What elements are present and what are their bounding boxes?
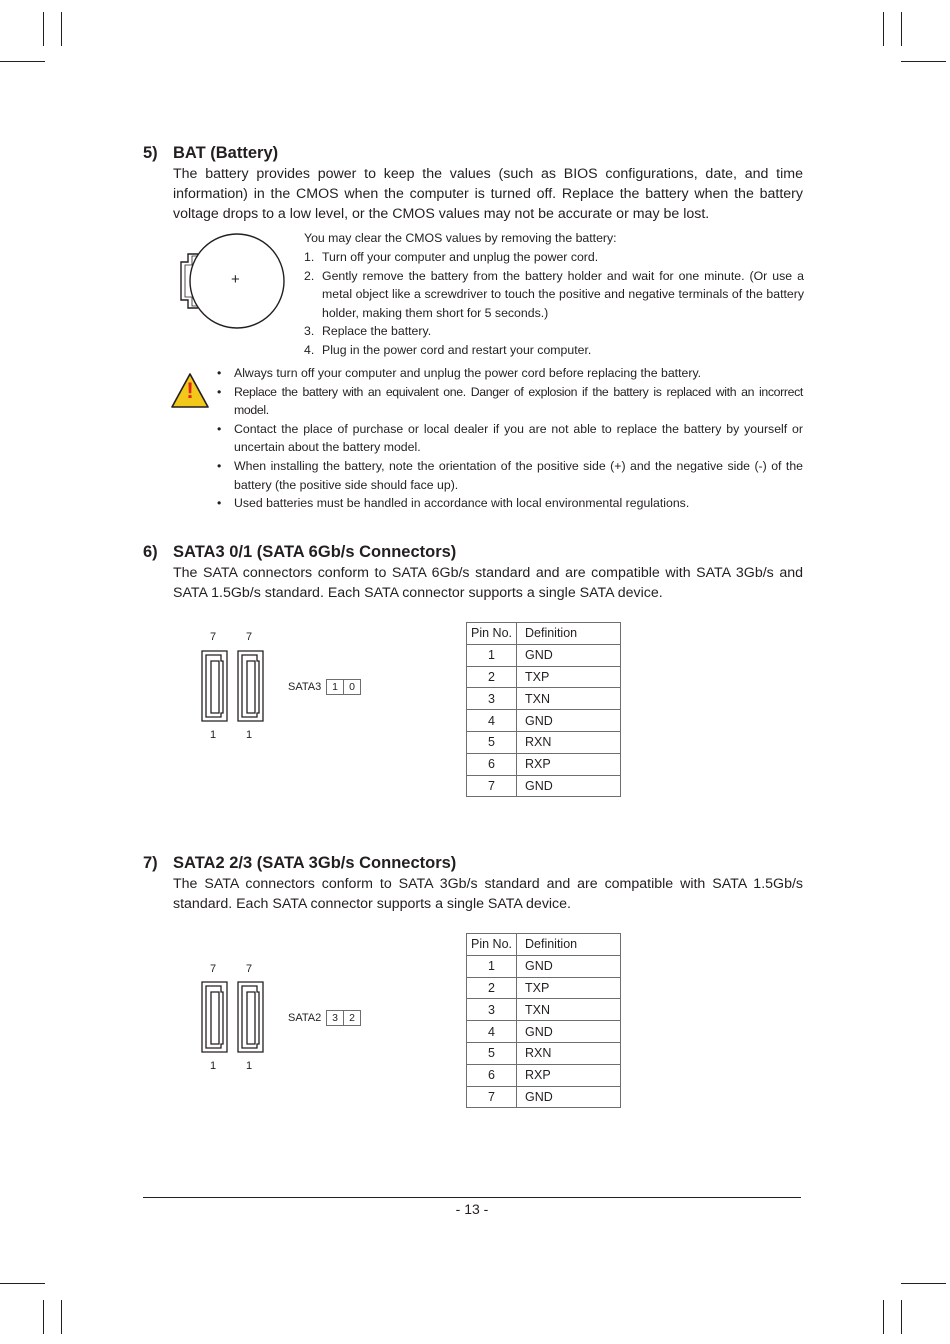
table-row: 3 TXN bbox=[467, 688, 621, 710]
column-header: Pin No. bbox=[467, 623, 517, 645]
pin-label: 1 bbox=[210, 729, 217, 741]
footer-rule bbox=[143, 1197, 801, 1198]
section-number: 5) bbox=[143, 144, 158, 162]
port-number: 1 bbox=[327, 680, 344, 695]
warning-exclamation: ! bbox=[186, 378, 194, 403]
table-row: 4 GND bbox=[467, 710, 621, 732]
section-number: 6) bbox=[143, 543, 158, 561]
table-row: 5 RXN bbox=[467, 1042, 621, 1064]
sata-connector-illustration bbox=[200, 978, 270, 1054]
list-item: • Contact the place of purchase or local dealer if you are not able to replace the battery by yourself or uncertain about the battery model. bbox=[215, 420, 803, 457]
pin-label: 7 bbox=[246, 631, 253, 643]
pin-label: 1 bbox=[246, 1060, 253, 1072]
table-header-row bbox=[467, 934, 621, 956]
table-row: 6 RXP bbox=[467, 1064, 621, 1086]
port-number: 3 bbox=[327, 1011, 344, 1026]
table-row: 6 RXP bbox=[467, 753, 621, 775]
table-row: 7 GND bbox=[467, 775, 621, 797]
table-row: 4 GND bbox=[467, 1021, 621, 1043]
steps-intro: You may clear the CMOS values by removing the battery: bbox=[304, 231, 617, 245]
port-number: 2 bbox=[344, 1011, 361, 1026]
table-header-row bbox=[467, 623, 621, 645]
list-item: • Always turn off your computer and unplug the power cord before replacing the battery. bbox=[215, 364, 803, 383]
column-header: Definition bbox=[517, 623, 621, 645]
table-row: 3 TXN bbox=[467, 999, 621, 1021]
connector-label: SATA2 bbox=[288, 1012, 322, 1024]
pin-label: 7 bbox=[246, 963, 253, 975]
list-item: 1. Turn off your computer and unplug the power cord. bbox=[304, 250, 599, 264]
table-row: 1 GND bbox=[467, 644, 621, 666]
section-title: SATA2 2/3 (SATA 3Gb/s Connectors) bbox=[173, 854, 457, 872]
steps-list bbox=[304, 248, 804, 360]
table-row: 7 GND bbox=[467, 1086, 621, 1108]
list-item: 2. Gently remove the battery from the battery holder and wait for one minute. (Or use a metal object like a screwdriver to touch the positive and negative terminals of the battery holder, making them short for 5 seconds.) bbox=[304, 268, 804, 320]
table-row: 2 TXP bbox=[467, 666, 621, 688]
page-number: - 13 - bbox=[455, 1201, 489, 1217]
section-title: BAT (Battery) bbox=[173, 144, 279, 162]
section-intro: The battery provides power to keep the values (such as BIOS configurations, date, and time information) in the CMOS when the computer is turned off. Replace the battery when the battery voltage drops to a low level, or the CMOS values may not be accurate or may be lost. bbox=[173, 166, 803, 222]
list-item: 4. Plug in the power cord and restart your computer. bbox=[304, 342, 592, 357]
section-intro: The SATA connectors conform to SATA 6Gb/s standard and are compatible with SATA 3Gb/s and SATA 1.5Gb/s standard. Each SATA connector supports a single SATA device. bbox=[173, 565, 803, 601]
list-item: 3. Replace the battery. bbox=[304, 324, 432, 339]
pin-label: 1 bbox=[246, 729, 253, 741]
connector-label: SATA3 bbox=[288, 681, 322, 693]
column-header: Definition bbox=[517, 934, 621, 956]
table-row: 1 GND bbox=[467, 955, 621, 977]
port-number: 0 bbox=[344, 680, 361, 695]
port-numbers bbox=[326, 1010, 361, 1026]
pin-definition-table bbox=[466, 622, 621, 797]
pin-definition-table bbox=[466, 933, 621, 1108]
table-row: 2 TXP bbox=[467, 977, 621, 999]
pin-label: 7 bbox=[210, 963, 217, 975]
section-title: SATA3 0/1 (SATA 6Gb/s Connectors) bbox=[173, 543, 457, 561]
pin-label: 1 bbox=[210, 1060, 217, 1072]
list-item: • Replace the battery with an equivalent one. Danger of explosion if the battery is replaced with an incorrect model. bbox=[215, 383, 803, 420]
section-number: 7) bbox=[143, 854, 158, 872]
list-item: • When installing the battery, note the orientation of the positive side (+) and the negative side (-) of the battery (the positive side should face up). bbox=[215, 457, 803, 494]
section-intro: The SATA connectors conform to SATA 3Gb/s standard and are compatible with SATA 1.5Gb/s standard. Each SATA connector supports a single SATA device. bbox=[173, 876, 803, 912]
pin-label: 7 bbox=[210, 631, 217, 643]
port-numbers bbox=[326, 679, 361, 695]
table-row: 5 RXN bbox=[467, 731, 621, 753]
list-item: • Used batteries must be handled in accordance with local environmental regulations. bbox=[215, 494, 803, 513]
column-header: Pin No. bbox=[467, 934, 517, 956]
warning-list bbox=[215, 364, 803, 513]
sata-connector-illustration bbox=[200, 647, 270, 723]
battery-positive-symbol: + bbox=[231, 271, 240, 288]
